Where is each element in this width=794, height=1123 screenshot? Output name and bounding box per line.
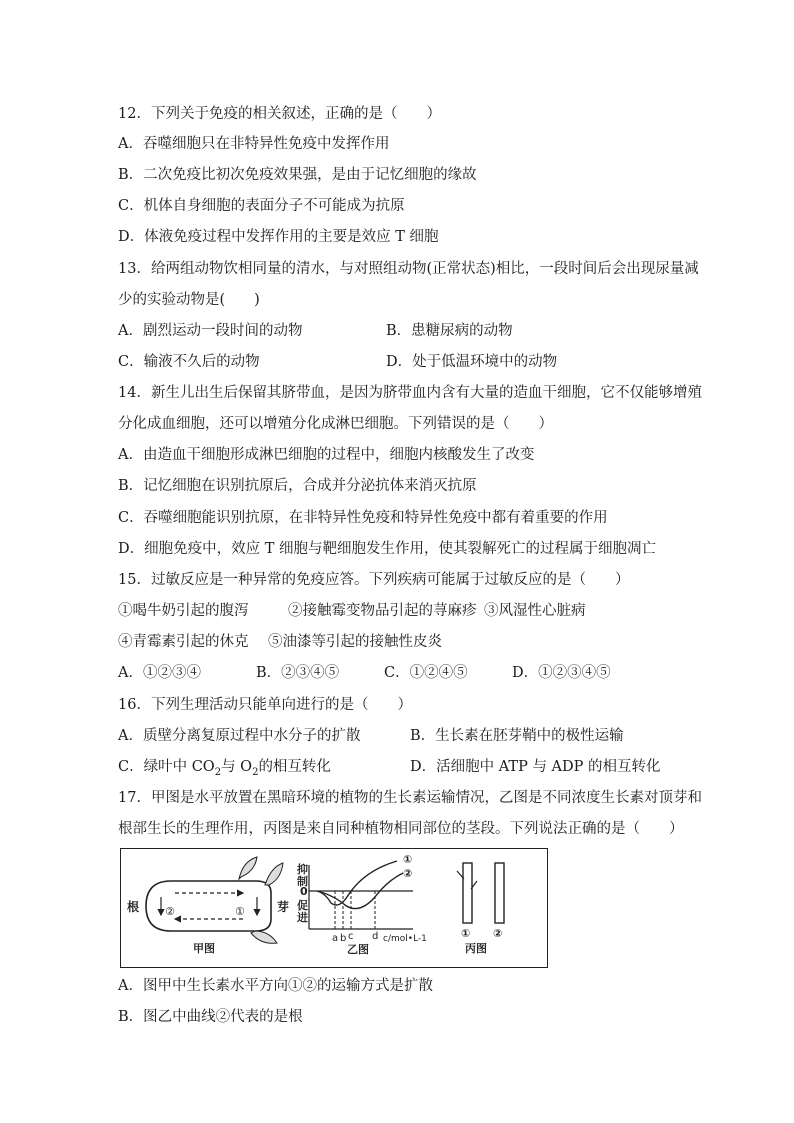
q16-option-a: A．质壁分离复原过程中水分子的扩散 — [118, 728, 361, 744]
q16-option-d: D．活细胞中 ATP 与 ADP 的相互转化 — [410, 759, 661, 775]
q14-stem-line1: 14．新生儿出生后保留其脐带血，是因为脐带血内含有大量的造血干细胞，它不仅能够增殖 — [118, 385, 702, 401]
jia-bud-leaf-icon — [265, 863, 283, 885]
q16-option-b: B．生长素在胚芽鞘中的极性运输 — [410, 728, 624, 744]
q14-option-c: C．吞噬细胞能识别抗原，在非特异性免疫和特异性免疫中都有着重要的作用 — [118, 510, 608, 526]
q15-item-2: ②接触霉变物品引起的荨麻疹 — [288, 603, 477, 619]
yi-y-label-inhibit-2: 制 — [297, 875, 308, 888]
jia-top-leaf-icon — [239, 857, 257, 879]
yi-caption: 乙图 — [347, 943, 369, 956]
q12-option-d: D．体液免疫过程中发挥作用的主要是效应 T 细胞 — [118, 229, 439, 245]
yi-y-label-inhibit-1: 抑 — [297, 863, 308, 876]
q12-option-c: C．机体自身细胞的表面分子不可能成为抗原 — [118, 198, 405, 214]
bing-segment-1-label: ① — [461, 927, 471, 940]
bing-segment-2 — [495, 863, 504, 923]
q16-stem: 16．下列生理活动只能单向进行的是（ ） — [118, 697, 412, 713]
q13-option-a: A．剧烈运动一段时间的动物 — [118, 323, 303, 339]
q15-item-4: ④青霉素引起的休克 — [118, 634, 249, 650]
q14-option-b: B．记忆细胞在识别抗原后，合成并分泌抗体来消灭抗原 — [118, 478, 477, 494]
q15-item-1: ①喝牛奶引起的腹泻 — [118, 603, 249, 619]
jia-bud-label: 芽 — [277, 900, 290, 914]
q17-figure — [120, 848, 548, 968]
q13-stem-line2: 少的实验动物是( ) — [118, 292, 260, 308]
bing-segment-1 — [463, 863, 472, 923]
q17-figure-svg — [121, 849, 547, 967]
yi-curve-1-label: ① — [403, 853, 413, 866]
yi-tick-c: c — [348, 931, 354, 942]
q17-option-b: B．图乙中曲线②代表的是根 — [118, 1009, 303, 1025]
q15-item-5: ⑤油漆等引起的接触性皮炎 — [268, 634, 442, 650]
jia-lower-leaf-icon — [251, 931, 277, 943]
jia-mark-1: ① — [235, 905, 245, 918]
figure-yi — [296, 853, 427, 956]
q13-stem-line1: 13．给两组动物饮相同量的清水，与对照组动物(正常状态)相比，一段时间后会出现尿量减 — [118, 261, 699, 277]
yi-y-zero: 0 — [300, 885, 308, 898]
figure-jia — [127, 857, 289, 955]
yi-tick-d: d — [372, 931, 379, 942]
q15-option-b: B．②③④⑤ — [256, 665, 340, 681]
q12-option-a: A．吞噬细胞只在非特异性免疫中发挥作用 — [118, 136, 390, 152]
q16-option-c: C．绿叶中 $CO_2$与 $O_2$的相互转化 — [118, 759, 331, 778]
yi-tick-b: b — [340, 933, 347, 944]
bing-segment-2-label: ② — [493, 927, 503, 940]
q15-stem: 15．过敏反应是一种异常的免疫应答。下列疾病可能属于过敏反应的是（ ） — [118, 572, 630, 588]
q13-option-d: D．处于低温环境中的动物 — [386, 354, 558, 370]
q15-option-c: C．①②④⑤ — [384, 665, 468, 681]
jia-mark-2: ② — [165, 905, 175, 918]
yi-y-label-promote-2: 进 — [297, 911, 308, 924]
figure-bing — [457, 863, 504, 955]
q15-option-a: A．①②③④ — [118, 665, 201, 681]
yi-curve-1 — [317, 861, 397, 905]
yi-x-unit: c/mol•L-1 — [383, 934, 427, 944]
q14-stem-line2: 分化成血细胞，还可以增殖分化成淋巴细胞。下列错误的是（ ） — [118, 416, 553, 432]
q17-stem-line2: 根部生长的生理作用，丙图是来自同种植物相同部位的茎段。下列说法正确的是（ ） — [118, 821, 684, 837]
q14-option-d: D．细胞免疫中，效应 T 细胞与靶细胞发生作用，使其裂解死亡的过程属于细胞凋亡 — [118, 541, 657, 557]
q17-option-a: A．图甲中生长素水平方向①②的运输方式是扩散 — [118, 978, 433, 994]
q15-item-3: ③风湿性心脏病 — [484, 603, 586, 619]
jia-caption: 甲图 — [193, 942, 215, 955]
q12-stem: 12．下列关于免疫的相关叙述，正确的是（ ） — [118, 106, 441, 122]
q17-stem-line1: 17．甲图是水平放置在黑暗环境的植物的生长素运输情况，乙图是不同浓度生长素对顶芽和 — [118, 790, 702, 806]
q12-option-b: B．二次免疫比初次免疫效果强，是由于记忆细胞的缘故 — [118, 167, 477, 183]
bing-caption: 丙图 — [465, 942, 487, 955]
yi-y-label-promote-1: 促 — [297, 899, 308, 912]
q13-option-b: B．患糖尿病的动物 — [386, 323, 513, 339]
q13-option-c: C．输液不久后的动物 — [118, 354, 260, 370]
yi-curve-2-label: ② — [403, 867, 413, 880]
yi-tick-a: a — [332, 933, 339, 944]
jia-root-label: 根 — [127, 900, 140, 914]
q14-option-a: A．由造血干细胞形成淋巴细胞的过程中，细胞内核酸发生了改变 — [118, 447, 535, 463]
q15-option-d: D．①②③④⑤ — [512, 665, 611, 681]
